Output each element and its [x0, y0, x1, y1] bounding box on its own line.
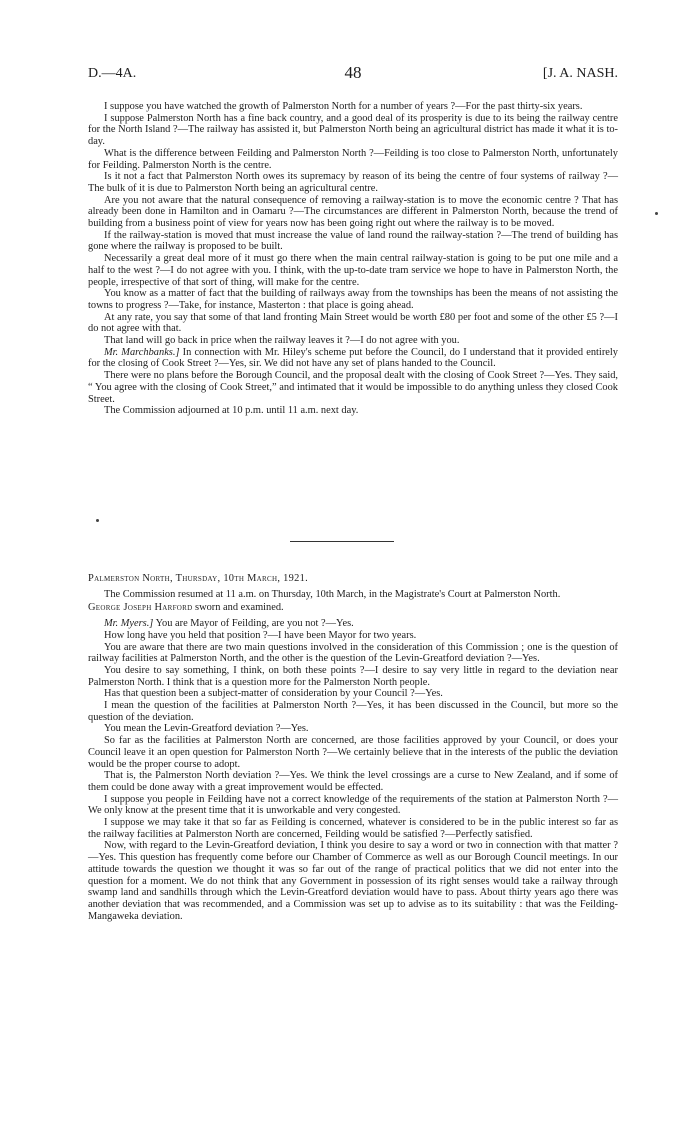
- paragraph: That land will go back in price when the railway leaves it ?—I do not agree with you.: [104, 335, 460, 347]
- paragraph: You are aware that there are two main questions involved in the consideration of this Commission ; one is the question of railway facilities at Palmerston North, and the other is the question of the Levin-Greatford deviation ?—Yes.: [88, 641, 618, 665]
- session-intro: The Commission resumed at 11 a.m. on Thursday, 10th March, in the Magistrate's Court at Palmerston North.: [104, 588, 561, 600]
- paragraph: You know as a matter of fact that the building of railways away from the townships has been the means of not assisting the towns to progress ?—Take, for instance, Masterton : that place is going ahead.: [88, 288, 618, 311]
- paragraph: Now, with regard to the Levin-Greatford deviation, I think you desire to say a word or two in connection with that matter ?—Yes. This question has frequently come before our Chamber of Commerce as well as our Borough Council meetings. In our attitude towards the question we thought it was so far out of the range of practical politics that we did not enter into the question for a moment. We do not think that any Government in possession of its right senses would take a railway through swamp land and sandhills through which the Levin-Greatford deviation would have to pass. About thirty years ago there was another deviation that was recommended, and a Commission was set up to advise as to its suitability : that was the Feilding-Mangaweka deviation.: [88, 840, 618, 922]
- paragraph-myers: [88, 618, 618, 630]
- page-number: 48: [344, 63, 362, 82]
- paragraph: So far as the facilities at Palmerston North are concerned, are those facilities approved by your Council, or does your Council leave it an open question for Palmerston North ?—We certainly believe that in the interests of the public the deviation would be the proper course to adopt.: [88, 735, 618, 770]
- ink-speck: [655, 212, 658, 215]
- witness-name: George Joseph Harford: [88, 602, 193, 614]
- paragraph: That is, the Palmerston North deviation ?—Yes. We think the level crossings are a curse to New Zealand, and if some of them could be done away with a great improvement would be effected.: [88, 770, 618, 793]
- page-header: [88, 63, 618, 86]
- testimony-block-harford: [88, 571, 618, 922]
- paragraph: Is it not a fact that Palmerston North owes its supremacy by reason of its being the centre of four systems of railway ?—The bulk of it is due to Palmerston North being an agricultural centre.: [88, 171, 618, 194]
- section-divider: [290, 541, 394, 542]
- paragraph: Has that question been a subject-matter of consideration by your Council ?—Yes.: [104, 688, 443, 700]
- ink-speck: [96, 519, 99, 522]
- speaker-label: Mr. Marchbanks.]: [104, 346, 180, 358]
- session-heading: Palmerston North, Thursday, 10th March, 1921.: [88, 573, 308, 584]
- witness-sworn: sworn and examined.: [192, 602, 284, 614]
- witness-reference: [J. A. NASH.: [542, 66, 618, 81]
- witness-heading: [88, 602, 618, 614]
- paragraph: How long have you held that position ?—I have been Mayor for two years.: [104, 629, 417, 641]
- adjournment-note: The Commission adjourned at 10 p.m. until 11 a.m. next day.: [104, 405, 359, 417]
- paragraph: What is the difference between Feilding and Palmerston North ?—Feilding is too close to Palmerston North, unfortunately for Feilding. Palmerston North is the centre.: [88, 147, 618, 171]
- speaker-label: Mr. Myers.]: [104, 618, 154, 630]
- paragraph: Necessarily a great deal more of it must go there when the main central railway-station is going to be put one mile and a half to the west ?—I do not agree with you. I think, with the up-to-date tram service we hope to have in Palmerston North, the people, irrespective of that sort of thing, will make for the centre.: [88, 253, 618, 288]
- testimony-block-nash: [88, 101, 618, 417]
- paragraph: I suppose you have watched the growth of Palmerston North for a number of years ?—For the past thirty-six years.: [104, 101, 583, 112]
- paragraph: I suppose you people in Feilding have not a correct knowledge of the requirements of the station at Palmerston North ?—We only know at the present time that it is unworkable and very congested.: [88, 793, 618, 817]
- question-text: In connection with Mr. Hiley's scheme put before the Council, do I understand that it provided entirely for the closing of Cook Street ?—Yes, sir. We did not have any set of plans handed to the Council.: [88, 346, 618, 370]
- paragraph: Are you not aware that the natural consequence of removing a railway-station is to move the economic centre ? That has already been done in Hamilton and in Oamaru ?—The circumstances are different in Palmerston North, because the trend of building from a business point of view for years now has been going right out where the railway is to be moved.: [88, 194, 618, 230]
- paragraph: There were no plans before the Borough Council, and the proposal dealt with the closing of Cook Street ?—Yes. They said, “ You agree with the closing of Cook Street,” and intimated that it would be impossible to do anything unless they closed Cook Street.: [88, 370, 618, 405]
- paragraph: You desire to say something, I think, on both these points ?—I desire to say very little in regard to the deviation near Palmerston North. I think that is a question more for the Palmerston North people.: [88, 664, 618, 688]
- paragraph: At any rate, you say that some of that land fronting Main Street would be worth £80 per foot and some of the other £5 ?—I do not agree with that.: [88, 311, 618, 335]
- paragraph: I mean the question of the facilities at Palmerston North ?—Yes, it has been discussed in the Council, but more so the question of the deviation.: [88, 700, 618, 723]
- paragraph: You mean the Levin-Greatford deviation ?—Yes.: [104, 723, 309, 735]
- document-reference: D.—4A.: [88, 66, 137, 81]
- question-text: You are Mayor of Feilding, are you not ?—Yes.: [155, 618, 354, 630]
- paragraph: If the railway-station is moved that must increase the value of land round the railway-station ?—The trend of building has gone where the railway is proposed to be built.: [88, 229, 618, 253]
- paragraph-marchbanks: [88, 347, 618, 370]
- paragraph: I suppose Palmerston North has a fine back country, and a good deal of its prosperity is due to its being the railway centre for the North Island ?—The railway has assisted it, but Palmerston North being an agricultural district has made it what it is to-day.: [88, 112, 618, 148]
- paragraph: I suppose we may take it that so far as Feilding is concerned, whatever is considered to be in the public interest so far as the railway facilities at Palmerston North are concerned, Feilding would be satisfied ?—Perfectly satisfied.: [88, 817, 618, 840]
